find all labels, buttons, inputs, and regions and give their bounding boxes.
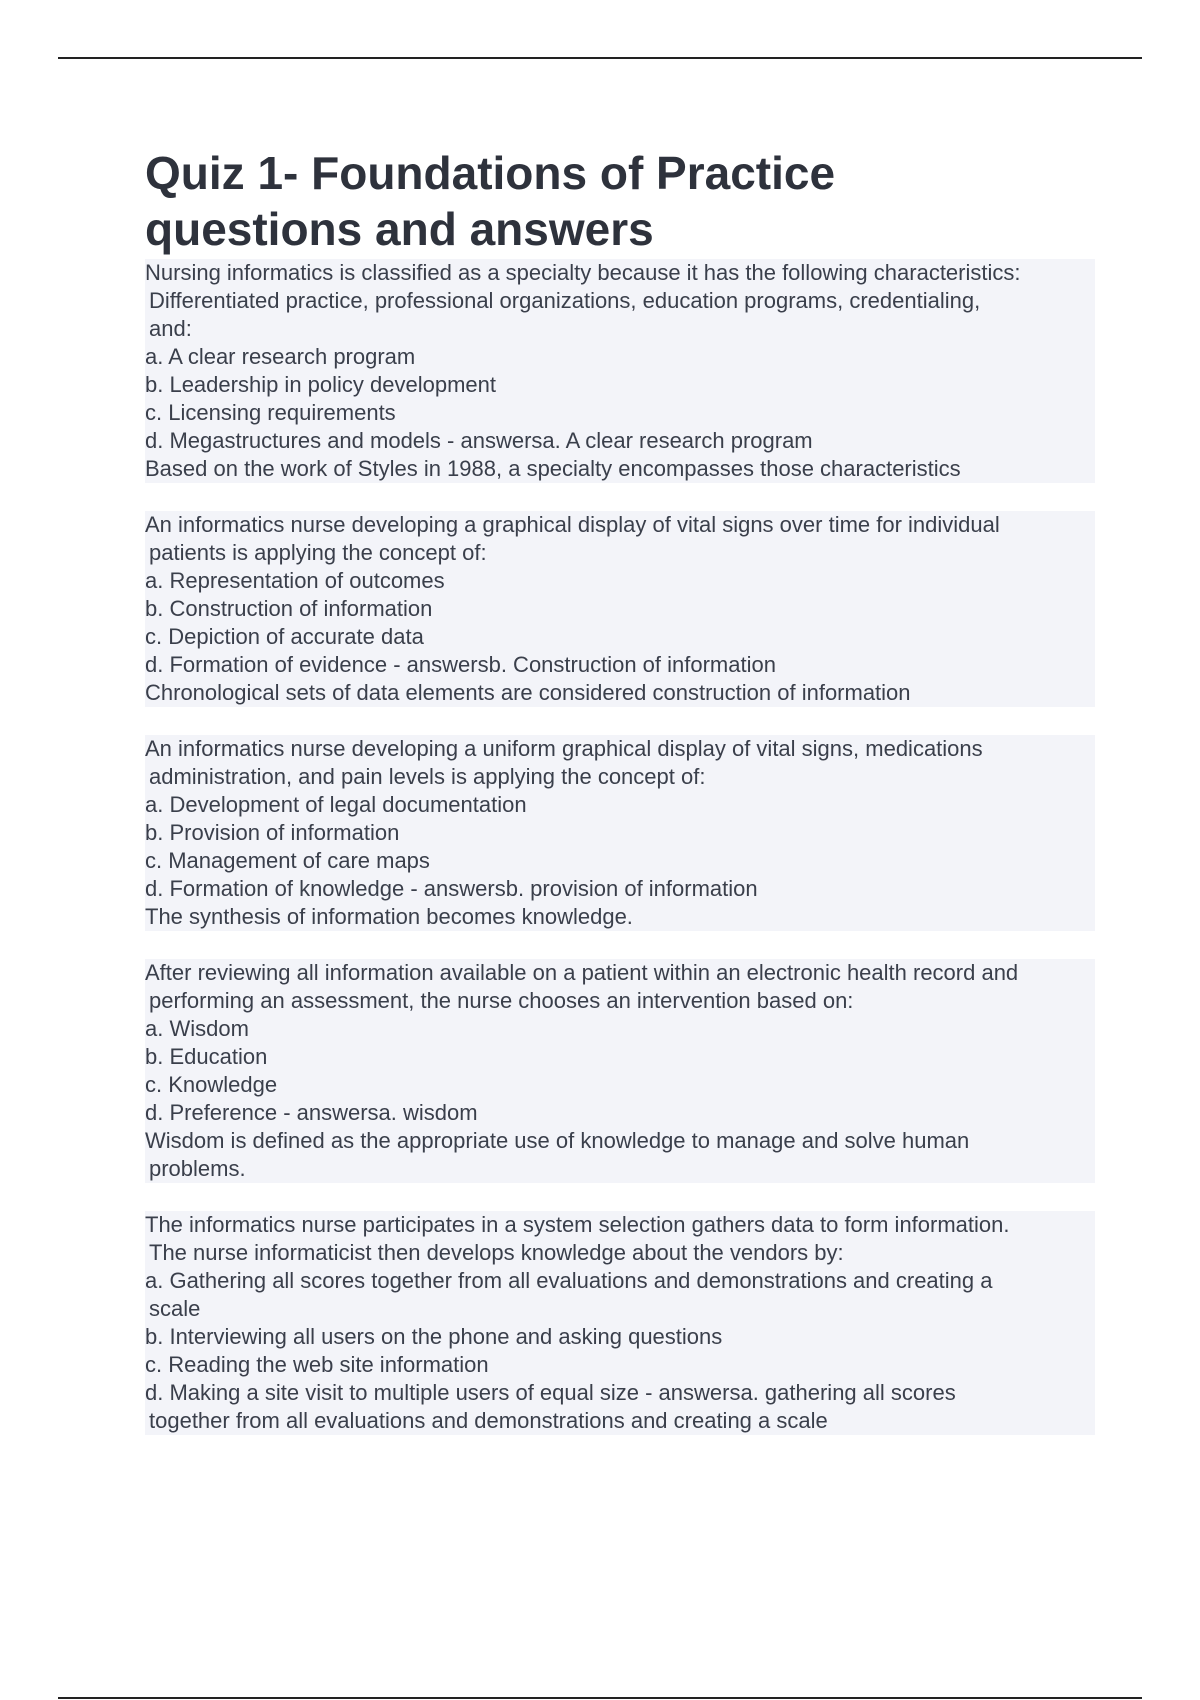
option-b: b. Provision of information: [145, 819, 1095, 847]
question-text: Nursing informatics is classified as a specialty because it has the following characteristics:: [145, 259, 1095, 287]
question-text: After reviewing all information available on a patient within an electronic health record and: [145, 959, 1095, 987]
question-3: [145, 735, 1095, 931]
title-line-2: questions and answers: [145, 203, 654, 255]
question-2: [145, 511, 1095, 707]
option-b: b. Education: [145, 1043, 1095, 1071]
rationale: Wisdom is defined as the appropriate use of knowledge to manage and solve human: [145, 1127, 1095, 1155]
document-body: [145, 145, 1095, 1463]
option-c: c. Licensing requirements: [145, 399, 1095, 427]
option-d-answer: d. Formation of evidence - answersb. Construction of information: [145, 651, 1095, 679]
document-title: [145, 145, 1095, 257]
question-1: [145, 259, 1095, 483]
option-c: c. Knowledge: [145, 1071, 1095, 1099]
question-text: patients is applying the concept of:: [145, 539, 1095, 567]
option-a: a. Development of legal documentation: [145, 791, 1095, 819]
rationale: Chronological sets of data elements are considered construction of information: [145, 679, 1095, 707]
option-a: a. Wisdom: [145, 1015, 1095, 1043]
rationale: Based on the work of Styles in 1988, a specialty encompasses those characteristics: [145, 455, 1095, 483]
option-b: b. Interviewing all users on the phone and asking questions: [145, 1323, 1095, 1351]
question-text: administration, and pain levels is applying the concept of:: [145, 763, 1095, 791]
option-b: b. Leadership in policy development: [145, 371, 1095, 399]
question-text: performing an assessment, the nurse chooses an intervention based on:: [145, 987, 1095, 1015]
top-rule: [58, 57, 1142, 59]
question-4: [145, 959, 1095, 1183]
title-line-1: Quiz 1- Foundations of Practice: [145, 147, 836, 199]
rationale: problems.: [145, 1155, 1095, 1183]
option-a: a. Gathering all scores together from all evaluations and demonstrations and creating a: [145, 1267, 1095, 1295]
option-d-answer: together from all evaluations and demonstrations and creating a scale: [145, 1407, 1095, 1435]
bottom-rule: [58, 1697, 1142, 1699]
question-text: and:: [145, 315, 1095, 343]
question-5: [145, 1211, 1095, 1435]
option-d-answer: d. Preference - answersa. wisdom: [145, 1099, 1095, 1127]
rationale: The synthesis of information becomes knowledge.: [145, 903, 1095, 931]
question-text: The nurse informaticist then develops knowledge about the vendors by:: [145, 1239, 1095, 1267]
option-d-answer: d. Megastructures and models - answersa. A clear research program: [145, 427, 1095, 455]
option-c: c. Management of care maps: [145, 847, 1095, 875]
option-d-answer: d. Formation of knowledge - answersb. provision of information: [145, 875, 1095, 903]
option-c: c. Reading the web site information: [145, 1351, 1095, 1379]
option-a: a. Representation of outcomes: [145, 567, 1095, 595]
question-text: An informatics nurse developing a graphical display of vital signs over time for individual: [145, 511, 1095, 539]
option-a: scale: [145, 1295, 1095, 1323]
question-text: An informatics nurse developing a uniform graphical display of vital signs, medications: [145, 735, 1095, 763]
option-a: a. A clear research program: [145, 343, 1095, 371]
question-text: The informatics nurse participates in a system selection gathers data to form information.: [145, 1211, 1095, 1239]
option-c: c. Depiction of accurate data: [145, 623, 1095, 651]
option-d-answer: d. Making a site visit to multiple users of equal size - answersa. gathering all scores: [145, 1379, 1095, 1407]
question-text: Differentiated practice, professional organizations, education programs, credentialing,: [145, 287, 1095, 315]
option-b: b. Construction of information: [145, 595, 1095, 623]
